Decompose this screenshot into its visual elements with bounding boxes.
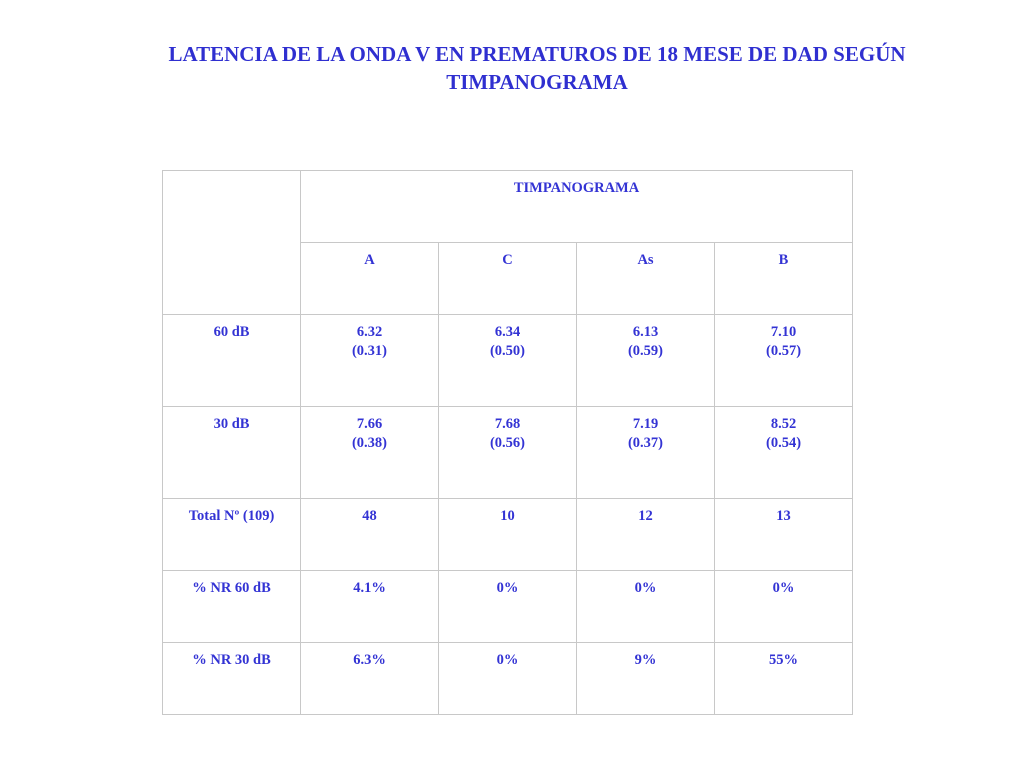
- cell-mean: 7.66: [356, 416, 383, 432]
- cell-60db-b: [715, 315, 853, 407]
- table-row-total: [163, 499, 853, 571]
- cell-30db-a: [301, 407, 439, 499]
- cell-nr30-a: 6.3%: [301, 643, 439, 715]
- cell-mean: 7.68: [494, 416, 521, 432]
- table-row-nr-60db: [163, 571, 853, 643]
- column-header-b: B: [715, 243, 853, 315]
- table-row-30db: [163, 407, 853, 499]
- cell-60db-c: [439, 315, 577, 407]
- cell-mean: 6.13: [632, 324, 659, 340]
- cell-mean: 6.34: [494, 324, 521, 340]
- cell-30db-as: [577, 407, 715, 499]
- slide-title-line-2: TIMPANOGRAMA: [446, 70, 628, 94]
- table-header-row-group: [163, 171, 853, 243]
- cell-nr60-a: 4.1%: [301, 571, 439, 643]
- slide-title-line-1: LATENCIA DE LA ONDA V EN PREMATUROS DE 18 MESE DE DAD SEGÚN: [168, 42, 906, 66]
- cell-60db-as: [577, 315, 715, 407]
- cell-mean: 7.10: [770, 324, 797, 340]
- cell-total-c: 10: [439, 499, 577, 571]
- cell-nr30-as: 9%: [577, 643, 715, 715]
- timpanograma-group-header: TIMPANOGRAMA: [301, 171, 853, 243]
- cell-30db-c: [439, 407, 577, 499]
- table-corner-cell: [163, 171, 301, 315]
- latency-table: [162, 170, 853, 715]
- cell-30db-b: [715, 407, 853, 499]
- cell-sd: (0.37): [627, 435, 664, 451]
- cell-mean: 8.52: [770, 416, 797, 432]
- cell-sd: (0.57): [765, 343, 802, 359]
- cell-nr30-c: 0%: [439, 643, 577, 715]
- cell-nr30-b: 55%: [715, 643, 853, 715]
- cell-sd: (0.59): [627, 343, 664, 359]
- cell-mean: 7.19: [632, 416, 659, 432]
- cell-nr60-as: 0%: [577, 571, 715, 643]
- cell-nr60-b: 0%: [715, 571, 853, 643]
- cell-sd: (0.56): [489, 435, 526, 451]
- slide-title: [100, 40, 974, 96]
- cell-60db-a: [301, 315, 439, 407]
- cell-total-a: 48: [301, 499, 439, 571]
- cell-sd: (0.38): [351, 435, 388, 451]
- row-label-60db: 60 dB: [163, 315, 301, 407]
- cell-sd: (0.31): [351, 343, 388, 359]
- cell-total-b: 13: [715, 499, 853, 571]
- column-header-as: As: [577, 243, 715, 315]
- cell-total-as: 12: [577, 499, 715, 571]
- table-row-nr-30db: [163, 643, 853, 715]
- cell-mean: 6.32: [356, 324, 383, 340]
- column-header-c: C: [439, 243, 577, 315]
- row-label-total: Total Nº (109): [163, 499, 301, 571]
- cell-nr60-c: 0%: [439, 571, 577, 643]
- cell-sd: (0.54): [765, 435, 802, 451]
- row-label-30db: 30 dB: [163, 407, 301, 499]
- column-header-a: A: [301, 243, 439, 315]
- row-label-nr-30db: % NR 30 dB: [163, 643, 301, 715]
- table-row-60db: [163, 315, 853, 407]
- row-label-nr-60db: % NR 60 dB: [163, 571, 301, 643]
- cell-sd: (0.50): [489, 343, 526, 359]
